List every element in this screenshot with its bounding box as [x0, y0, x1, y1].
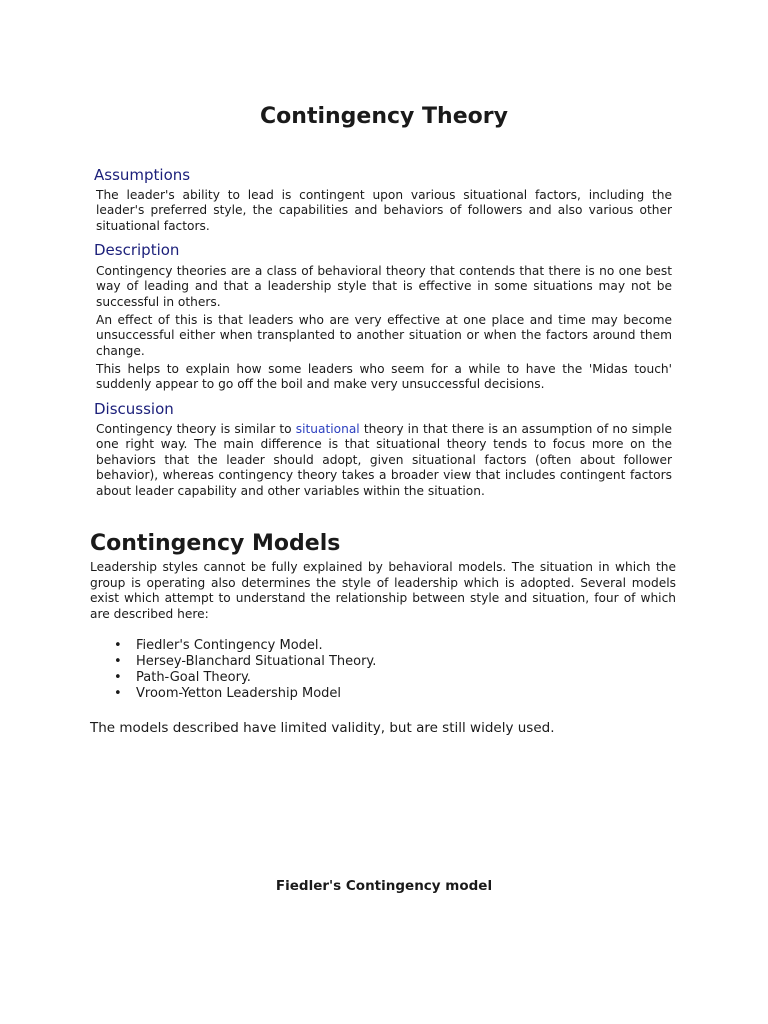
- list-item: • Hersey-Blanchard Situational Theory.: [112, 654, 376, 670]
- models-intro: Leadership styles cannot be fully explained by behavioral models. The situation in which the group is operating also determines the style of leadership which is adopted. Several models exist which attempt to understand the relationship between style and situation, four of which are described here:: [90, 560, 676, 621]
- models-list: [112, 638, 376, 702]
- description-paragraph-2: An effect of this is that leaders who are very effective at one place and time may become unsuccessful either when transplanted to another situation or when the factors around them change.: [96, 313, 672, 358]
- description-paragraph-1: Contingency theories are a class of behavioral theory that contends that there is no one best way of leading and that a leadership style that is effective in some situations may not be successful in others.: [96, 264, 672, 309]
- list-item: • Fiedler's Contingency Model.: [112, 638, 376, 654]
- situational-link[interactable]: situational: [295, 422, 360, 436]
- discussion-text: [96, 422, 672, 499]
- discussion-heading: Discussion: [94, 400, 174, 418]
- assumptions-text: The leader's ability to lead is contingent upon various situational factors, including the leader's preferred style, the capabilities and behaviors of followers and also various other situational factors.: [96, 188, 672, 233]
- discussion-text-end: theory in that there is an assumption of no simple one right way. The main difference is that situational theory tends to focus more on the behaviors that the leader should adopt, given situational factors (often about follower behavior), whereas contingency theory takes a broader view that includes contingent factors about leader capability and other variables within the situation.: [96, 422, 672, 498]
- models-closing: The models described have limited validity, but are still widely used.: [90, 720, 555, 736]
- description-paragraph-3: This helps to explain how some leaders who seem for a while to have the 'Midas touch' suddenly appear to go off the boil and make very unsuccessful decisions.: [96, 362, 672, 392]
- list-item: • Vroom-Yetton Leadership Model: [112, 686, 376, 702]
- page-title: Contingency Theory: [260, 104, 508, 129]
- assumptions-heading: Assumptions: [94, 166, 191, 184]
- models-heading: Contingency Models: [90, 531, 341, 556]
- discussion-text-start: Contingency theory is similar to: [96, 422, 296, 436]
- list-item: • Path-Goal Theory.: [112, 670, 376, 686]
- fiedler-heading: Fiedler's Contingency model: [275, 878, 493, 894]
- description-heading: Description: [94, 241, 180, 259]
